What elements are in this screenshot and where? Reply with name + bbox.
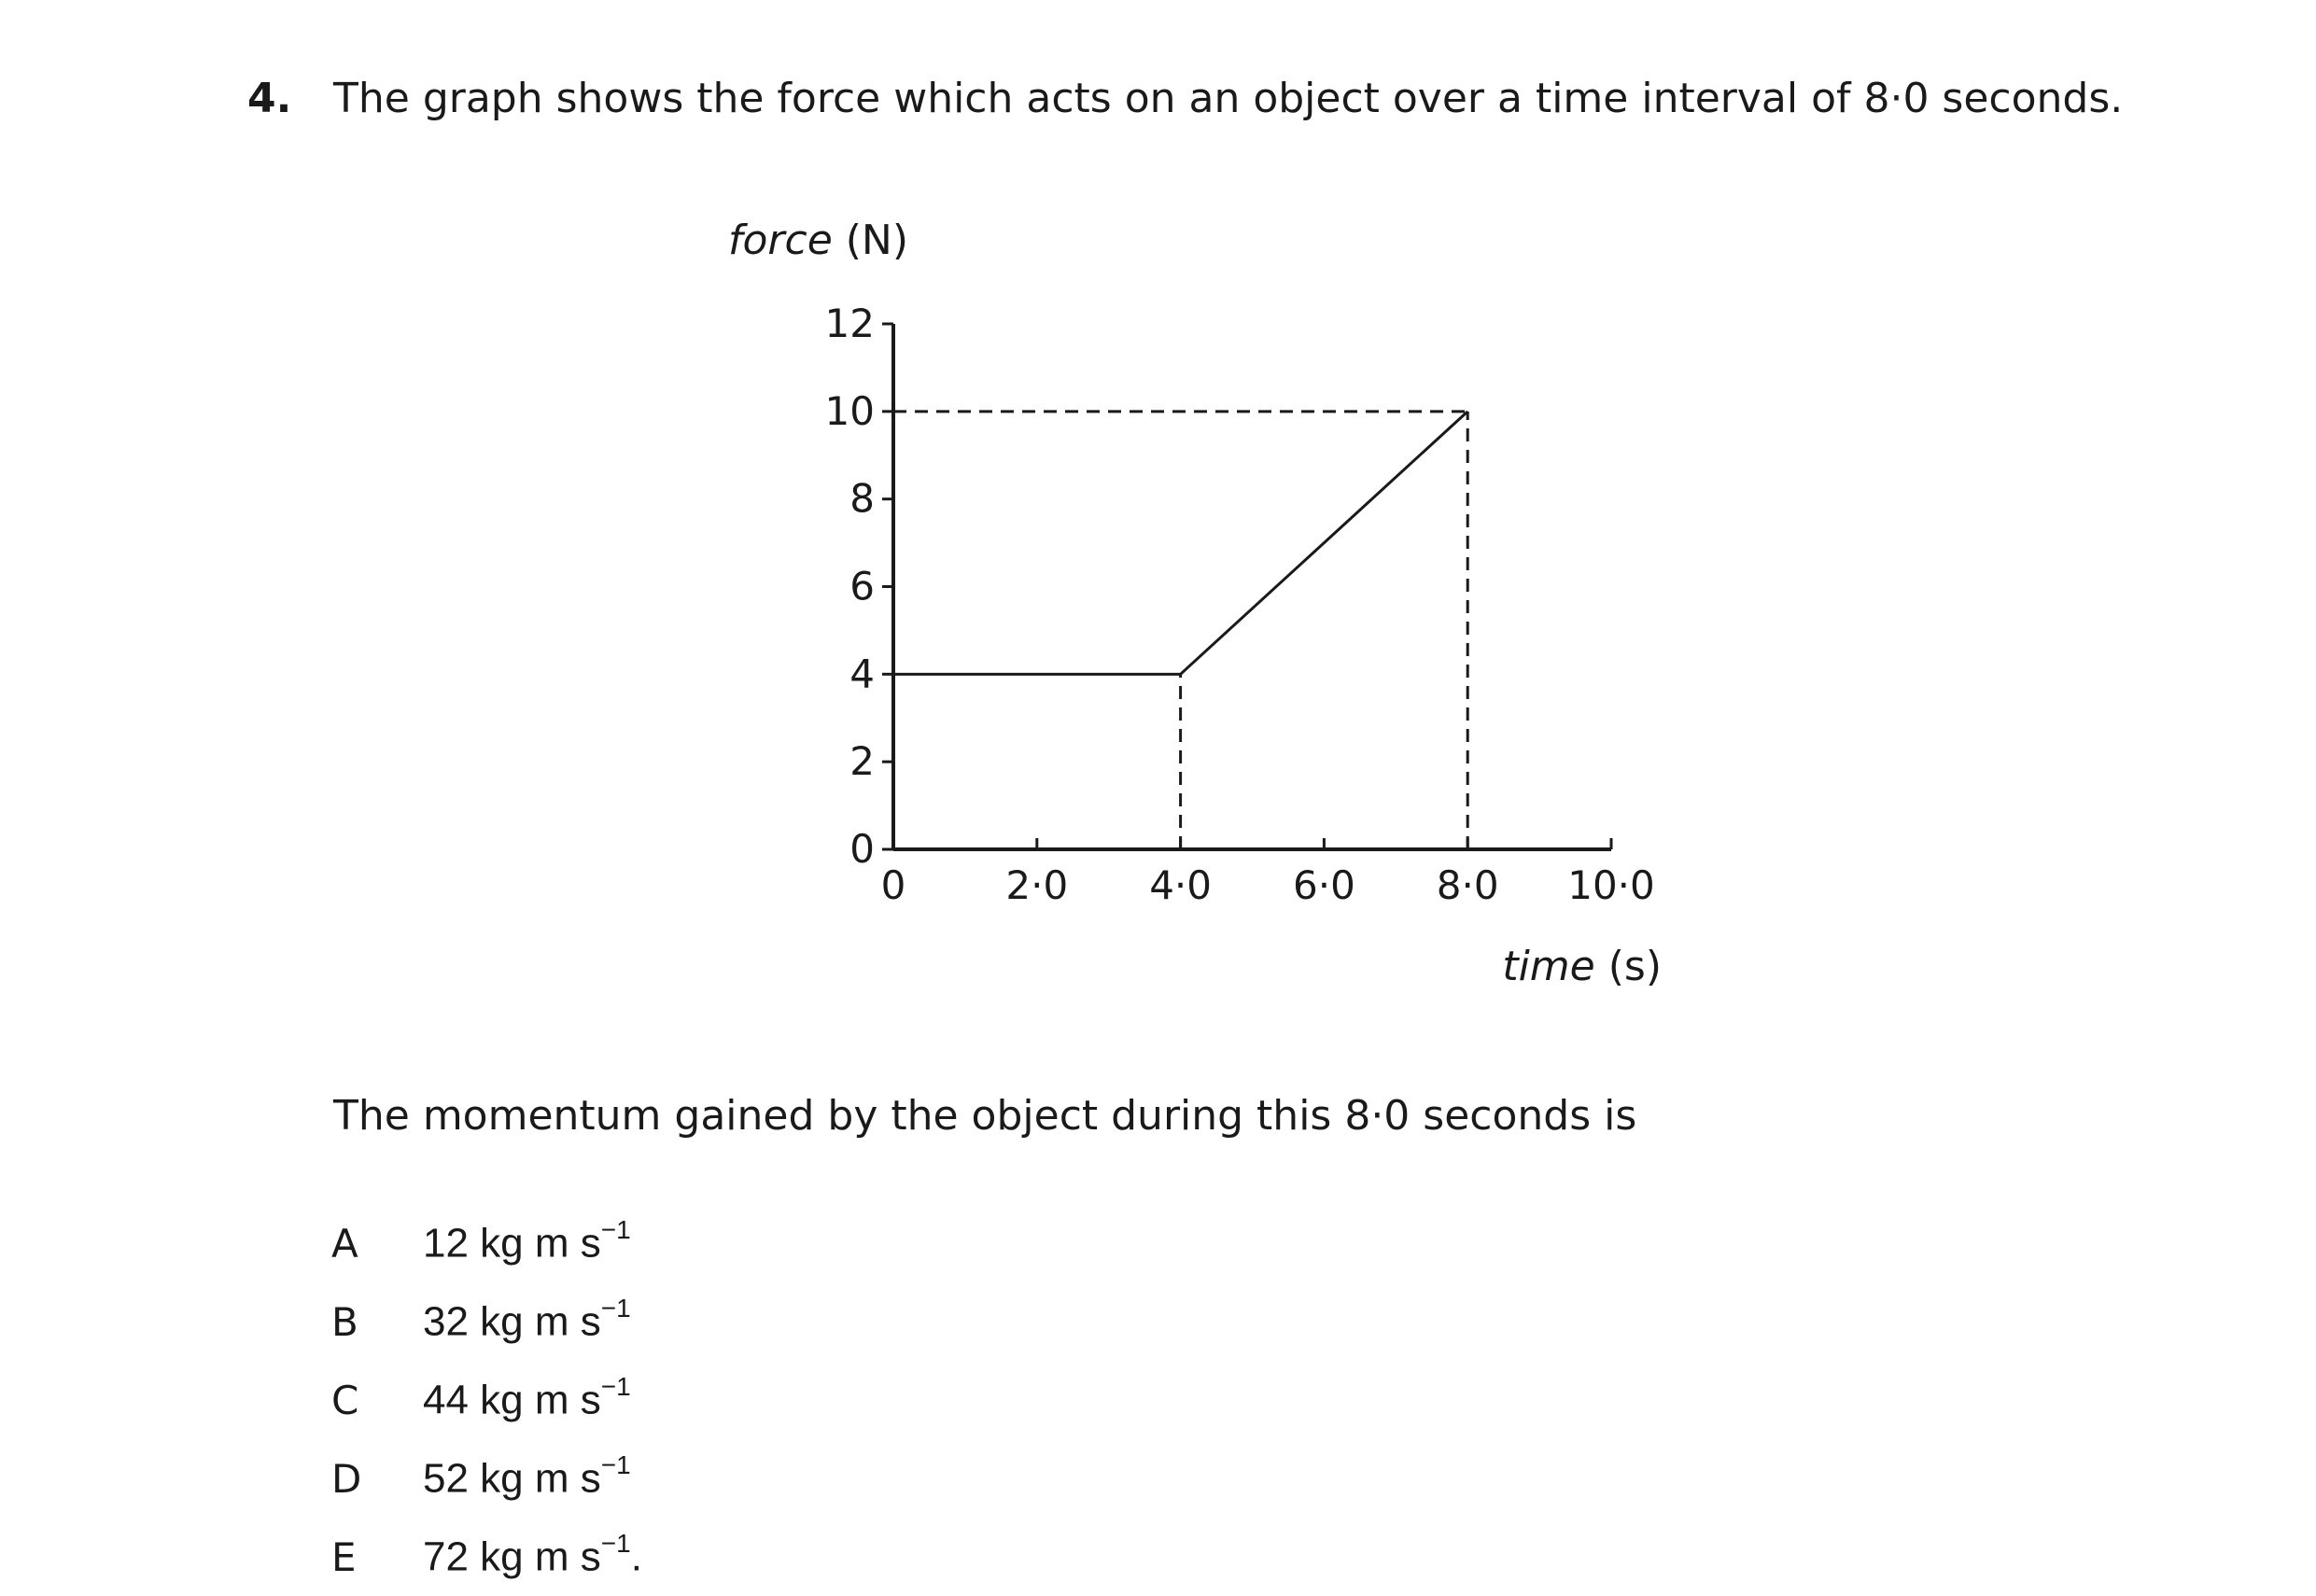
y-tick-label: 8: [849, 475, 875, 522]
option-value-text: 72 kg m s: [423, 1533, 601, 1580]
option-exponent: −1: [600, 1450, 631, 1480]
answer-option-e: [331, 1518, 642, 1596]
y-tick-label: 12: [824, 301, 875, 346]
answer-option-b: [331, 1282, 642, 1361]
option-exponent: −1: [600, 1372, 631, 1402]
x-axis-label-unit: (s): [1607, 943, 1662, 990]
option-letter: E: [331, 1533, 357, 1580]
y-axis-label: [728, 217, 908, 264]
answer-option-c: [331, 1361, 642, 1439]
option-exponent: −1: [600, 1529, 631, 1559]
x-axis-label-italic: time: [1502, 943, 1595, 990]
option-suffix: .: [630, 1533, 642, 1580]
x-tick-label: 6·0: [1293, 862, 1355, 908]
option-value: [423, 1372, 631, 1424]
y-tick-label: 0: [849, 826, 875, 872]
option-value-text: 12 kg m s: [423, 1220, 601, 1267]
answer-option-a: [331, 1204, 642, 1282]
y-tick-label: 2: [849, 738, 875, 785]
question-prompt: The momentum gained by the object during this 8·0 seconds is: [333, 1092, 1637, 1140]
y-tick-label: 4: [849, 651, 875, 697]
option-value-text: 32 kg m s: [423, 1298, 601, 1345]
y-tick-label: 10: [824, 387, 875, 434]
y-axis-label-italic: force: [728, 217, 833, 264]
option-value-text: 44 kg m s: [423, 1377, 601, 1423]
option-exponent: −1: [600, 1215, 631, 1245]
force-series-line: [893, 412, 1467, 674]
y-tick-label: 6: [849, 563, 875, 609]
answer-options: [331, 1204, 642, 1596]
option-letter: C: [331, 1377, 359, 1423]
x-tick-label: 10·0: [1567, 862, 1655, 908]
x-tick-label: 8·0: [1436, 862, 1499, 908]
option-value: [423, 1450, 631, 1503]
question-text: The graph shows the force which acts on an object over a time interval of 8·0 seconds.: [333, 75, 2124, 122]
answer-option-d: [331, 1439, 642, 1518]
x-tick-label: 4·0: [1149, 862, 1212, 908]
option-value: [423, 1215, 631, 1267]
option-exponent: −1: [600, 1294, 631, 1323]
x-tick-label: 0: [880, 862, 906, 908]
x-axis-label: [1502, 943, 1662, 990]
x-tick-label: 2·0: [1005, 862, 1069, 908]
option-letter: D: [331, 1455, 362, 1502]
question-number: 4.: [247, 75, 292, 122]
option-value: [423, 1294, 631, 1346]
option-value-text: 52 kg m s: [423, 1455, 601, 1502]
option-letter: A: [331, 1220, 358, 1267]
option-value: [423, 1529, 642, 1581]
y-axis-label-unit: (N): [845, 217, 909, 264]
option-letter: B: [331, 1298, 358, 1345]
